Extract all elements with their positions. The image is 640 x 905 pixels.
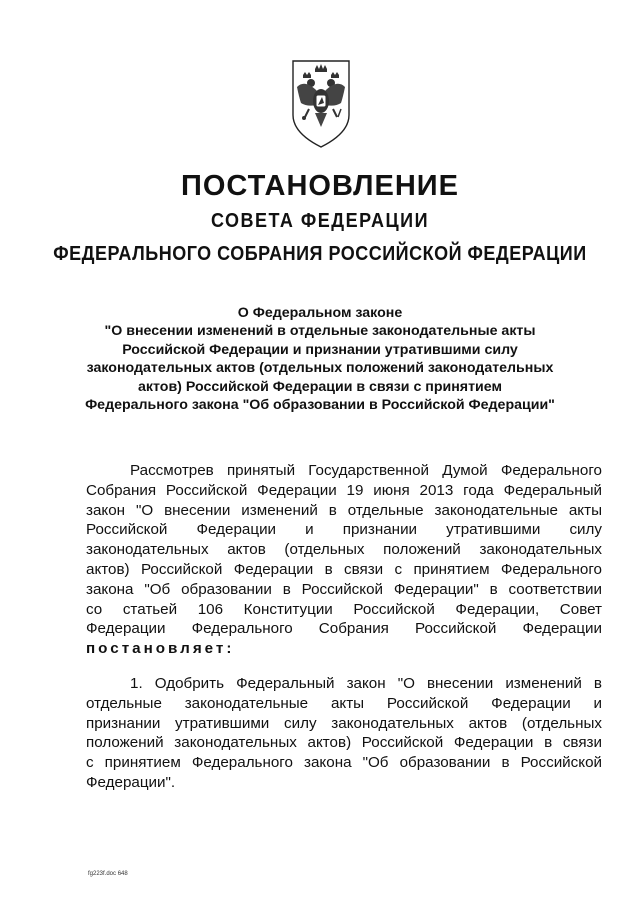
- paragraph-line: Федерации".: [86, 773, 176, 791]
- resolves-word: постановляет:: [86, 640, 235, 658]
- paragraph-line: положений законодательных актов) Российской Федерации в связи: [86, 734, 602, 752]
- paragraph-line: актов) Российской Федерации в связи с принятием Федерального: [86, 560, 602, 578]
- paragraph-line: Российской Федерации и признании утратившими силу: [86, 521, 602, 539]
- paragraph-line: законодательных актов (отдельных положений законодательных: [86, 541, 602, 559]
- paragraph-line: со статьей 106 Конституции Российской Федерации, Совет: [86, 600, 602, 618]
- paragraph-line: закона "Об образовании в Российской Федерации" в соответствии: [86, 580, 602, 598]
- paragraph-line: Рассмотрев принятый Государственной Думой Федерального: [130, 462, 602, 479]
- paragraph-line: 1. Одобрить Федеральный закон "О внесении изменений в: [130, 675, 602, 692]
- document-code: fg223f.doc 648: [88, 871, 128, 877]
- law-heading-line: О Федеральном законе: [237, 305, 403, 321]
- russian-coat-of-arms-icon: [289, 57, 353, 149]
- paragraph-line: признании утратившими силу законодательных актов (отдельных: [86, 714, 602, 732]
- issuer-council: СОВЕТА ФЕДЕРАЦИИ: [210, 208, 430, 232]
- paragraph-line: отдельные законодательные акты Российской Федерации и: [86, 694, 602, 712]
- document-title: ПОСТАНОВЛЕНИЕ: [181, 170, 459, 202]
- resolution-item-1: [86, 674, 602, 793]
- law-heading-line: Российской Федерации и признании утратившими силу: [122, 341, 518, 358]
- law-heading-line: Федерального закона "Об образовании в Российской Федерации": [85, 397, 555, 414]
- law-heading: [60, 304, 580, 414]
- law-heading-line: "О внесении изменений в отдельные законодательные акты: [104, 323, 536, 340]
- paragraph-line: закон "О внесении изменений в отдельные законодательные акты: [86, 501, 602, 519]
- law-heading-line: законодательных актов (отдельных положений законодательных: [86, 360, 554, 377]
- preamble-paragraph: [86, 461, 602, 659]
- paragraph-line: Федерации Федерального Собрания Российской Федерации: [86, 620, 602, 638]
- issuer-assembly: ФЕДЕРАЛЬНОГО СОБРАНИЯ РОССИЙСКОЙ ФЕДЕРАЦИИ: [53, 241, 587, 265]
- paragraph-line: с принятием Федерального закона "Об образовании в Российской: [86, 754, 602, 772]
- paragraph-line: Собрания Российской Федерации 19 июня 2013 года Федеральный: [86, 481, 602, 499]
- law-heading-line: актов) Российской Федерации в связи с принятием: [138, 378, 502, 395]
